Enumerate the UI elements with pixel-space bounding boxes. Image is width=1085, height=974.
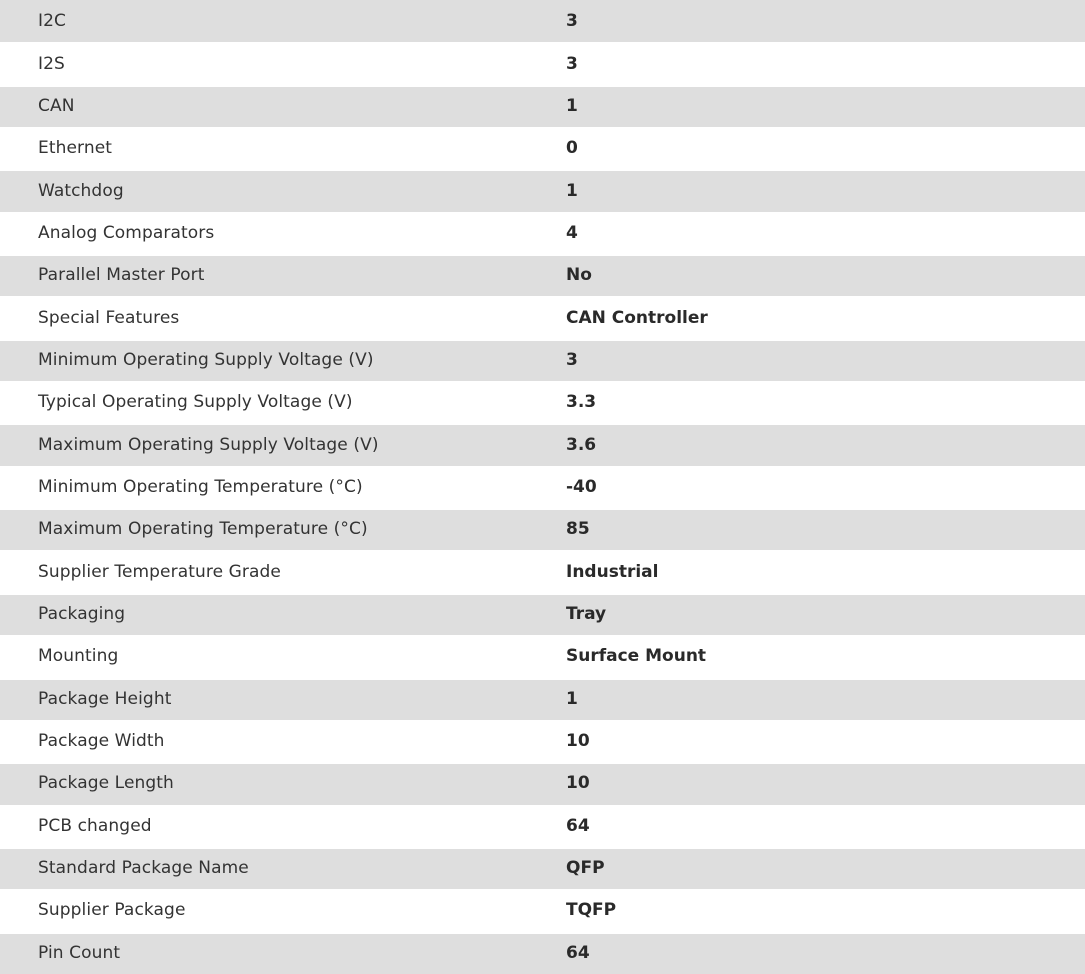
spec-value: 1 (566, 95, 578, 116)
spec-label: PCB changed (38, 815, 152, 836)
spec-value: 64 (566, 942, 590, 963)
spec-row-min-supply-voltage (0, 339, 1085, 381)
spec-label: I2C (38, 11, 66, 32)
spec-value: 3 (566, 11, 578, 32)
spec-label: Minimum Operating Supply Voltage (V) (38, 349, 374, 370)
spec-value: CAN Controller (566, 307, 708, 328)
spec-value: 3.6 (566, 434, 597, 455)
spec-label: Pin Count (38, 942, 121, 963)
spec-label: Typical Operating Supply Voltage (V) (38, 392, 353, 413)
spec-row-supplier-package (0, 889, 1085, 931)
spec-value: 64 (566, 815, 590, 836)
spec-row-special-features (0, 296, 1085, 338)
spec-value: 3 (566, 349, 578, 370)
spec-value: 3.3 (566, 392, 597, 413)
spec-label: Minimum Operating Temperature (°C) (38, 476, 363, 497)
spec-value: 10 (566, 731, 590, 752)
spec-row-i2c (0, 0, 1085, 42)
spec-row-watchdog (0, 169, 1085, 211)
spec-value: 1 (566, 180, 578, 201)
spec-label: Ethernet (38, 138, 113, 159)
spec-value: TQFP (566, 900, 617, 921)
spec-value: QFP (566, 858, 605, 879)
spec-row-analog-comparators (0, 212, 1085, 254)
spec-label: Maximum Operating Supply Voltage (V) (38, 434, 379, 455)
spec-row-max-temperature (0, 508, 1085, 550)
spec-row-mounting (0, 635, 1085, 677)
spec-label: CAN (38, 95, 75, 116)
spec-row-package-width (0, 720, 1085, 762)
spec-row-i2s (0, 42, 1085, 84)
spec-row-min-temperature (0, 466, 1085, 508)
spec-value: 0 (566, 138, 578, 159)
spec-label: Watchdog (38, 180, 124, 201)
spec-label: Maximum Operating Temperature (°C) (38, 519, 368, 540)
spec-row-packaging (0, 593, 1085, 635)
spec-value: 3 (566, 53, 578, 74)
spec-value: 4 (566, 222, 578, 243)
spec-row-pin-count (0, 932, 1085, 974)
spec-value: Surface Mount (566, 646, 707, 667)
spec-label: I2S (38, 53, 65, 74)
spec-row-typ-supply-voltage (0, 381, 1085, 423)
spec-label: Standard Package Name (38, 858, 249, 879)
spec-label: Supplier Package (38, 900, 186, 921)
spec-label: Mounting (38, 646, 119, 667)
spec-value: No (566, 265, 592, 286)
spec-row-max-supply-voltage (0, 423, 1085, 465)
spec-value: 85 (566, 519, 590, 540)
spec-row-package-length (0, 762, 1085, 804)
spec-label: Analog Comparators (38, 222, 215, 243)
spec-label: Package Height (38, 688, 172, 709)
spec-row-standard-package-name (0, 847, 1085, 889)
spec-row-pcb-changed (0, 805, 1085, 847)
spec-label: Supplier Temperature Grade (38, 561, 281, 582)
spec-label: Package Length (38, 773, 174, 794)
spec-value: Tray (566, 603, 607, 624)
spec-row-package-height (0, 678, 1085, 720)
spec-row-parallel-master-port (0, 254, 1085, 296)
spec-label: Packaging (38, 603, 126, 624)
spec-value: -40 (566, 476, 597, 497)
spec-label: Special Features (38, 307, 180, 328)
spec-label: Package Width (38, 731, 165, 752)
spec-value: Industrial (566, 561, 659, 582)
spec-value: 1 (566, 688, 578, 709)
spec-value: 10 (566, 773, 590, 794)
spec-row-ethernet (0, 127, 1085, 169)
spec-row-can (0, 85, 1085, 127)
spec-row-temperature-grade (0, 550, 1085, 592)
spec-label: Parallel Master Port (38, 265, 205, 286)
